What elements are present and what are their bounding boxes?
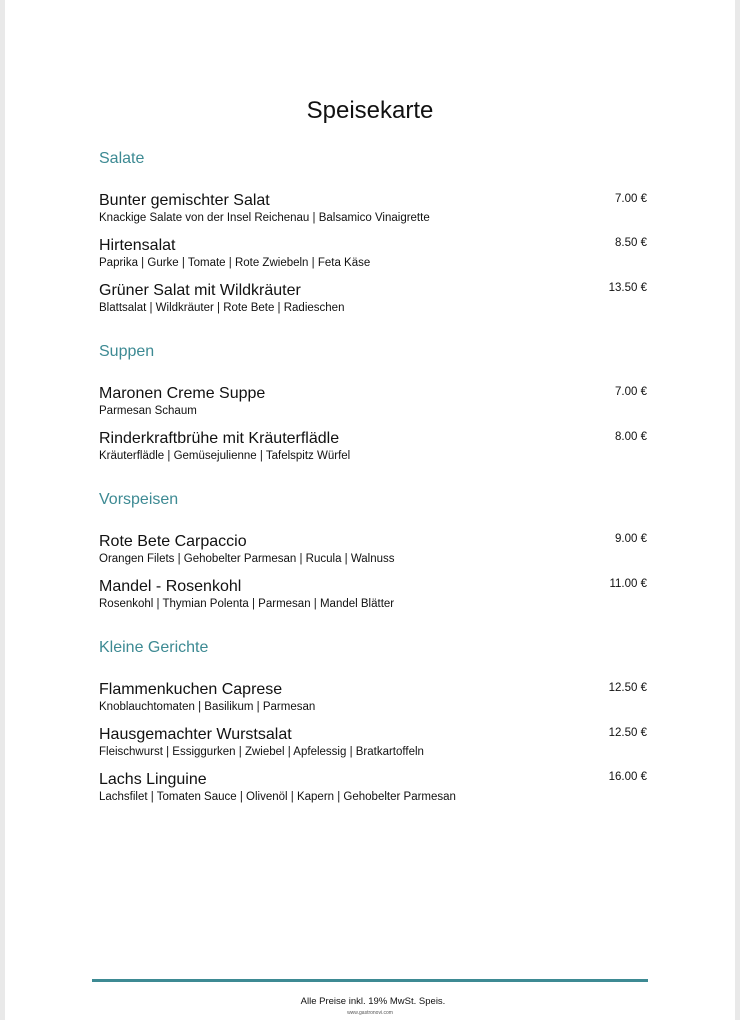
footer-divider — [92, 979, 648, 982]
item-description: Knackige Salate von der Insel Reichenau | Balsamico Vinaigrette — [99, 212, 430, 224]
section-heading-salate: Salate — [99, 150, 145, 167]
item-description: Knoblauchtomaten | Basilikum | Parmesan — [99, 701, 316, 713]
item-name: Lachs Linguine — [99, 771, 207, 788]
item-price: 9.00 € — [615, 533, 647, 545]
item-name: Rote Bete Carpaccio — [99, 533, 247, 550]
item-price: 7.00 € — [615, 193, 647, 205]
item-name: Flammenkuchen Caprese — [99, 681, 283, 698]
item-description: Blattsalat | Wildkräuter | Rote Bete | Radieschen — [99, 302, 345, 314]
menu-item — [99, 236, 649, 276]
item-name: Rinderkraftbrühe mit Kräuterflädle — [99, 430, 340, 447]
item-price: 11.00 € — [609, 578, 647, 590]
item-price: 13.50 € — [608, 282, 647, 294]
item-name: Mandel - Rosenkohl — [99, 578, 242, 595]
menu-item — [99, 191, 649, 231]
menu-item — [99, 429, 649, 469]
item-price: 7.00 € — [615, 386, 647, 398]
item-name: Hirtensalat — [99, 237, 176, 254]
item-description: Rosenkohl | Thymian Polenta | Parmesan | Mandel Blätter — [99, 598, 395, 610]
menu-item — [99, 577, 649, 617]
item-description: Paprika | Gurke | Tomate | Rote Zwiebeln | Feta Käse — [99, 257, 371, 269]
menu-item — [99, 770, 649, 810]
footer-price-note: Alle Preise inkl. 19% MwSt. Speis. — [300, 996, 446, 1007]
item-price: 12.50 € — [608, 727, 647, 739]
menu-item — [99, 532, 649, 572]
item-price: 16.00 € — [608, 771, 647, 783]
menu-item — [99, 281, 649, 321]
item-description: Parmesan Schaum — [99, 405, 197, 417]
item-name: Hausgemachter Wurstsalat — [99, 726, 292, 743]
menu-item — [99, 725, 649, 765]
page-title: Speisekarte — [306, 97, 434, 124]
item-description: Kräuterflädle | Gemüsejulienne | Tafelspitz Würfel — [99, 450, 351, 462]
item-name: Bunter gemischter Salat — [99, 192, 270, 209]
section-heading-suppen: Suppen — [99, 343, 155, 360]
footer-website[interactable]: www.gastronovi.com — [347, 1010, 393, 1016]
item-price: 8.50 € — [615, 237, 647, 249]
menu-item — [99, 384, 649, 424]
item-description: Fleischwurst | Essiggurken | Zwiebel | Apfelessig | Bratkartoffeln — [99, 746, 424, 758]
item-name: Grüner Salat mit Wildkräuter — [99, 282, 301, 299]
item-description: Lachsfilet | Tomaten Sauce | Olivenöl | Kapern | Gehobelter Parmesan — [99, 791, 456, 803]
item-price: 8.00 € — [615, 431, 647, 443]
section-heading-kleine-gerichte: Kleine Gerichte — [99, 639, 209, 656]
item-price: 12.50 € — [608, 682, 647, 694]
section-heading-vorspeisen: Vorspeisen — [99, 491, 179, 508]
item-description: Orangen Filets | Gehobelter Parmesan | Rucula | Walnuss — [99, 553, 395, 565]
menu-item — [99, 680, 649, 720]
item-name: Maronen Creme Suppe — [99, 385, 266, 402]
